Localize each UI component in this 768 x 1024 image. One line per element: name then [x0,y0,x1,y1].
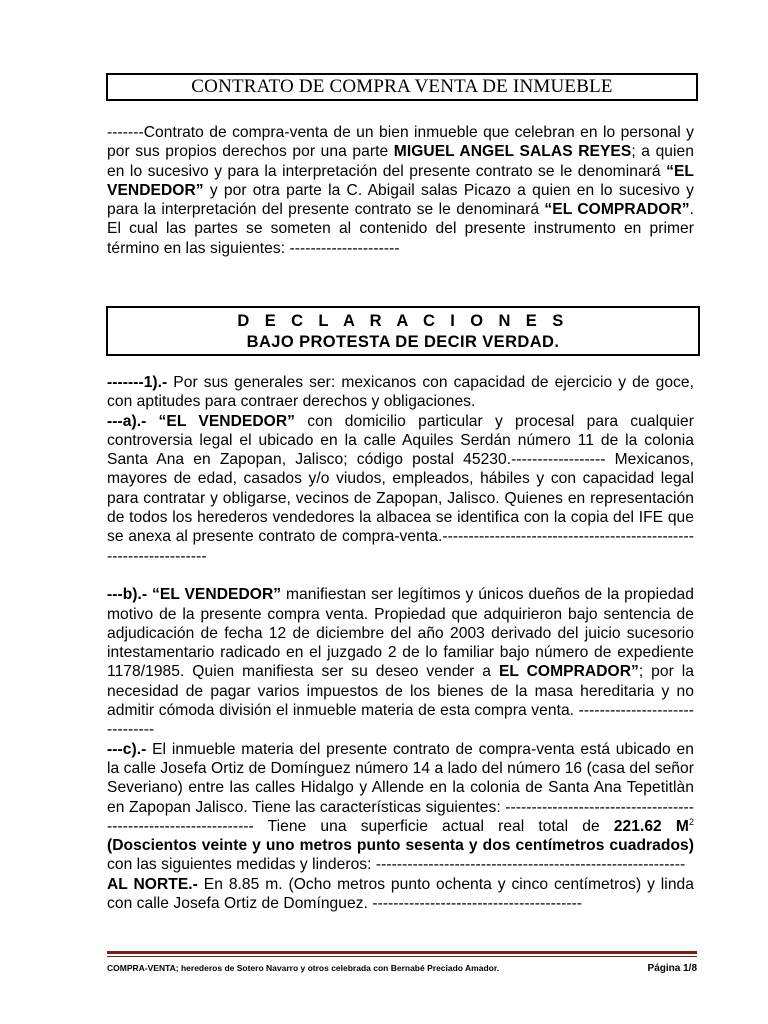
spacer [107,566,694,585]
seller-name: MIGUEL ANGEL SALAS REYES [393,143,632,161]
clause-a-term: “EL VENDEDOR” [146,412,296,430]
footer-caption: COMPRA-VENTA; herederos de Sotero Navarro y otros celebrada con Bernabé Preciado Amador. [107,963,500,973]
clause-b-number: ---b).- [107,586,148,604]
clause-b [107,585,694,739]
area-superscript: 2 [688,816,694,827]
clause-c-text-2: con las siguientes medidas y linderos: ----------------------------------------------------------- [107,856,686,874]
footer-rule-thick [107,951,697,954]
title-box [106,73,698,101]
document-title: CONTRATO DE COMPRA VENTA DE INMUEBLE [191,76,613,97]
clause-1 [107,373,694,412]
page-number: Página 1/8 [647,963,697,974]
clause-c-text-1: El inmueble materia del presente contrato de compra-venta está ubicado en la calle Josefa Ortiz de Domínguez número 14 a lado del número 16 (casa del señor Severiano) entre las calles Hidalgo y Allende en la colonia de Santa Ana Tepetitlàn en Zapopan Jalisco. Tiene las características siguientes: ---------------------------------------------------------------- Tiene una superficie actual real total de [107,740,694,835]
declarations-box [106,306,700,356]
buyer-term: “EL COMPRADOR” [544,201,690,219]
footer-rule-thin [107,956,697,957]
clause-c [107,740,694,875]
footer [107,963,697,974]
intro-text-3: y por otra parte la C. Abigail salas Picazo a quien en lo sucesivo y para la interpretación del presente contrato se le denominará [107,181,694,219]
clause-c-number: ---c).- [107,740,147,758]
declarations-body [107,373,694,913]
clause-a-number: ---a).- [107,412,147,430]
clause-b-buyer: EL COMPRADOR” [498,663,639,681]
clause-a [107,412,694,566]
intro-text-2: ; a quien en lo sucesivo y para la interpretación del presente contrato se le denominará [107,143,694,180]
north-label: AL NORTE.- [107,875,198,893]
intro-text-1: -------Contrato de compra-venta de un bien inmueble que celebran en lo personal y por sus propios derechos por una parte [107,124,694,161]
declarations-subtitle: BAJO PROTESTA DE DECIR VERDAD. [246,333,560,351]
clause-b-term: “EL VENDEDOR” [147,586,282,604]
seller-term: “EL VENDEDOR” [107,162,694,199]
clause-b-text-2: ; por la necesidad de pagar varios impuestos de los bienes de la masa hereditaria y no admitir cómoda división el inmueble materia de esta compra venta. ------------------------------- [107,663,694,739]
clause-1-text: Por sus generales ser: mexicanos con capacidad de ejercicio y de goce, con aptitudes para contraer derechos y obligaciones. [107,374,694,411]
clause-a-text: con domicilio particular y procesal para cualquier controversia legal el ubicado en la calle Aquiles Serdán número 11 de la colonia Santa Ana en Zapopan, Jalisco; código postal 45230.------------------ Mexicanos, mayores de edad, casados y/o viudos, empleados, hábiles y con capacidad legal para contratar y obligarse, vecinos de Zapopan, Jalisco. Quienes en representación de todos los herederos vendedores la albacea se identifica con la copia del IFE que se anexa al presente contrato de compra-venta.------------------------------------------------------------------- [107,412,695,565]
area-value: 221.62 M [613,817,689,835]
clause-b-text-1: manifiestan ser legítimos y únicos dueños de la propiedad motivo de la presente compra venta. Propiedad que adquirieron bajo sentencia de adjudicación de fecha 12 de diciembre del año 2003 derivado del juicio sucesorio intestamentario radicado en el juzgado 2 de lo familiar bajo número de expediente 1178/1985. Quien manifiesta ser su deseo vender a [107,586,694,681]
area-words: (Doscientos veinte y uno metros punto sesenta y dos centímetros cuadrados) [107,837,694,855]
declarations-title: D E C L A R A C I O N E S [237,312,569,330]
north-text: En 8.85 m. (Ocho metros punto ochenta y cinco centímetros) y linda con calle Josefa Ortiz de Domínguez. ---------------------------------------- [107,875,694,913]
intro-paragraph [107,123,694,258]
clause-1-number: -------1).- [107,374,168,391]
intro-text-4: . El cual las partes se someten al contenido del presente instrumento en primer término en las siguientes: --------------------- [107,201,694,257]
north-boundary [107,875,694,914]
